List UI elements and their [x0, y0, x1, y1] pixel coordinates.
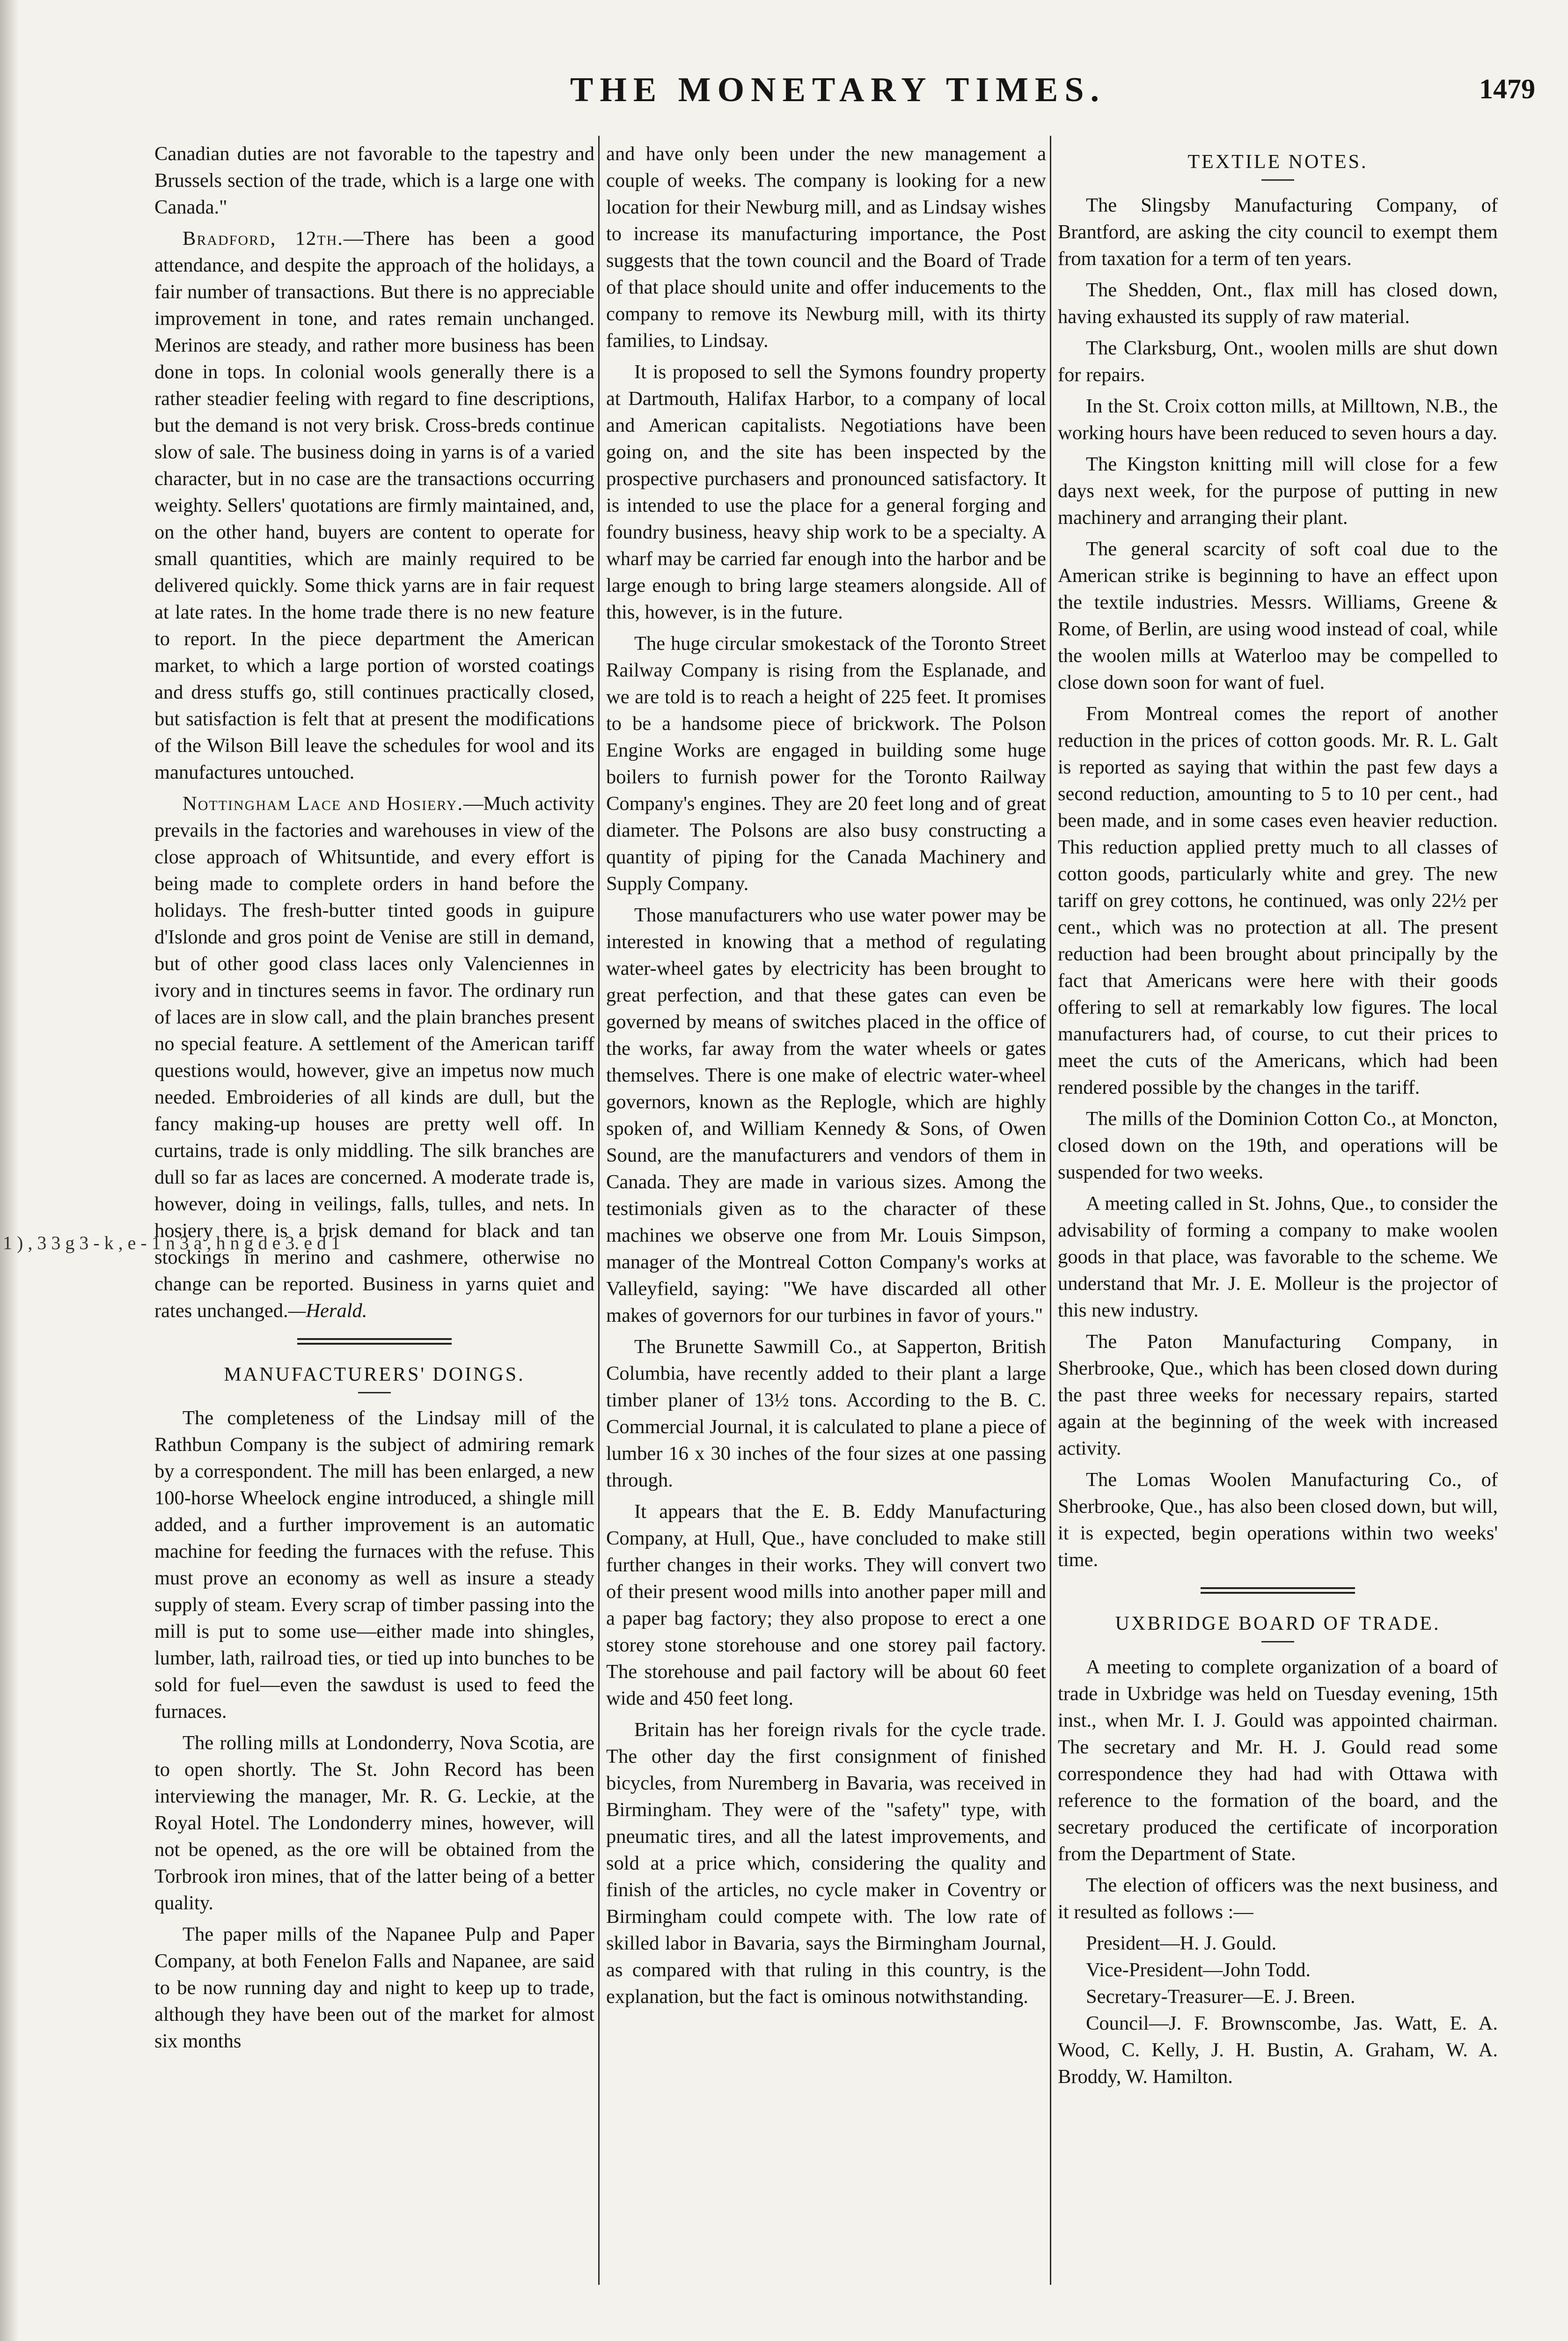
- paragraph-text: Canadian duties are not favorable to the tapestry and Brussels section of the trade, which is a large one with Canada.": [154, 143, 594, 218]
- article-paragraph: [606, 902, 1046, 1329]
- paragraph-text: The paper mills of the Napanee Pulp and Paper Company, at both Fenelon Falls and Napanee, are said to be now running day and night to keep up to trade, although they have been out of the market for almost six months: [154, 1923, 594, 2052]
- article-paragraph: [1058, 451, 1498, 531]
- article-paragraph: [154, 225, 594, 786]
- article-paragraph: [606, 1716, 1046, 2010]
- article-paragraph: [154, 790, 594, 1324]
- section-divider: [1201, 1587, 1355, 1594]
- article-paragraph: [606, 1333, 1046, 1494]
- column-rule-1: [598, 136, 600, 2285]
- section-heading: TEXTILE NOTES.: [1187, 151, 1368, 173]
- paragraph-text: —Much activity prevails in the factories and warehouses in view of the close approach of Whitsuntide, and every effort is being made to complete orders in hand before the holidays. The fresh-butter tinted goods in guipure d'Islonde and gros point de Venise are still in demand, but of other good class laces only Valenciennes in ivory and in tinctures seems in favor. The ordinary run of laces are in slow call, and the plain branches present no special feature. A settlement of the American tariff questions would, however, give an impetus now much needed. Embroideries of all kinds are dull, but the fancy making-up houses are pretty well off. In curtains, trade is only middling. The silk branches are dull so far as laces are concerned. A moderate trade is, however, doing in veilings, falls, tulles, and nets. In hosiery there is a brisk demand for black and tan stockings in merino and cashmere, otherwise no change can be reported. Business in yarns quiet and rates unchanged.: [154, 793, 594, 1322]
- paragraph-text: The rolling mills at Londonderry, Nova Scotia, are to open shortly. The St. John Record has been interviewing the manager, Mr. R. G. Leckie, at the Royal Hotel. The Londonderry mines, however, will not be opened, as the ore will be obtained from the Torbrook iron mines, that of the latter being of a better quality.: [154, 1732, 594, 1914]
- paragraph-text: The Paton Manufacturing Company, in Sherbrooke, Que., which has been closed down during the past three weeks for necessary repairs, started again at the beginning of the week with increased activity.: [1058, 1331, 1498, 1459]
- paragraph-text: A meeting called in St. Johns, Que., to consider the advisability of forming a company to make woolen goods in that place, was favorable to the scheme. We understand that Mr. J. E. Molleur is the projector of this new industry.: [1058, 1193, 1498, 1321]
- article-paragraph: [1058, 1466, 1498, 1573]
- paragraph-text: Those manufacturers who use water power may be interested in knowing that a method of regulating water-wheel gates by electricity has been brought to great perfection, and that these gates can even be governed by means of switches placed in the office of the works, far away from the water wheels or gates themselves. There is one make of electric water-wheel governors, known as the Replogle, which are highly spoken of, and William Kennedy & Sons, of Owen Sound, are the manufacturers and vendors of them in Canada. They are made in various sizes. Among the testimonials given as to the character of these machines we observe one from Mr. Louis Simpson, manager of the Montreal Cotton Company's works at Valleyfield, saying: "We have discarded all other makes of governors for our turbines in favor of yours.": [606, 904, 1046, 1326]
- page-binding-edge: [0, 0, 19, 2341]
- page-header: [140, 70, 1535, 126]
- paragraph-text: Britain has her foreign rivals for the cycle trade. The other day the first consignment of finished bicycles, from Nuremberg in Bavaria, was received in Birmingham. They were of the "safety" type, with pneumatic tires, and all the latest improvements, and sold at a price which, considering the quality and finish of the articles, no cycle maker in Coventry or Birmingham could compete with. The low rate of skilled labor in Bavaria, says the Birmingham Journal, as compared with that ruling in this country, is the explanation, but the fact is ominous notwithstanding.: [606, 1719, 1046, 2008]
- column-3: [1058, 140, 1498, 2095]
- paragraph-text: The general scarcity of soft coal due to the American strike is beginning to have an effect upon the textile industries. Messrs. Williams, Greene & Rome, of Berlin, are using wood instead of coal, while the woolen mills at Waterloo may be compelled to close down soon for want of fuel.: [1058, 538, 1498, 693]
- article-paragraph: [1058, 1654, 1498, 1867]
- masthead-title: THE MONETARY TIMES.: [570, 71, 1106, 109]
- article-paragraph: [154, 140, 594, 221]
- paragraph-text: The completeness of the Lindsay mill of the Rathbun Company is the subject of admiring remark by a correspondent. The mill has been enlarged, a new 100-horse Wheelock engine introduced, a shingle mill added, and a further improvement is an automatic machine for feeding the furnaces with the refuse. This must prove an economy as well as insure a steady supply of steam. Every scrap of timber passing into the mill is put to some use—either made into shingles, lumber, lath, railroad ties, or tied up into bunches to be sold for fuel—even the sawdust is used to feed the furnaces.: [154, 1407, 594, 1723]
- paragraph-text: Council—J. F. Brownscombe, Jas. Watt, E. A. Wood, C. Kelly, J. H. Bustin, A. Graham, W. A. Broddy, W. Hamilton.: [1058, 2012, 1498, 2088]
- paragraph-text: Vice-President—John Todd.: [1086, 1959, 1311, 1981]
- paragraph-text: and have only been under the new management a couple of weeks. The company is looking for a new location for their Newburg mill, and as Lindsay wishes to increase its manufacturing importance, the Post suggests that the town council and the Board of Trade of that place should unite and offer inducements to the company to remove its Newburg mill, with its thirty families, to Lindsay.: [606, 143, 1046, 352]
- paragraph-text: The Brunette Sawmill Co., at Sapperton, British Columbia, have recently added to their plant a large timber planer of 13½ tons. According to the B. C. Commercial Journal, it is calculated to plane a piece of lumber 16 x 30 inches of the four sizes at one passing through.: [606, 1336, 1046, 1491]
- paragraph-text: The Clarksburg, Ont., woolen mills are shut down for repairs.: [1058, 337, 1498, 386]
- adjacent-page-margin-text: 1 ) , 3 3 g 3 - k , e - 1 n 3 a , h n g d e 3. e d 1: [3, 1232, 340, 1253]
- column-2: [606, 140, 1046, 2015]
- article-paragraph: [154, 1730, 594, 1916]
- column-1: [154, 140, 594, 2059]
- article-paragraph: [1058, 1872, 1498, 1925]
- paragraph-text: From Montreal comes the report of another reduction in the prices of cotton goods. Mr. R. L. Galt is reported as saying that within the past few days a second reduction, amounting to 5 to 10 per cent., had been made, and in some cases even heavier reduction. This reduction applied pretty much to all classes of cotton goods, particularly white and grey. The new tariff on grey cottons, he continued, was only 22½ per cent., which was no protection at all. The present reduction had been brought about principally by the fact that Americans were here with their goods offering to sell at remarkably low figures. The local manufacturers had, of course, to cut their prices to meet the cuts of the Americans, which had been rendered possible by the changes in the tariff.: [1058, 703, 1498, 1098]
- article-paragraph: [1058, 1105, 1498, 1185]
- paragraph-text: The Shedden, Ont., flax mill has closed down, having exhausted its supply of raw material.: [1058, 279, 1498, 328]
- paragraph-text: The election of officers was the next business, and it resulted as follows :—: [1058, 1874, 1498, 1923]
- paragraph-lead-in: Nottingham Lace and Hosiery.: [183, 793, 463, 815]
- article-paragraph: [606, 1498, 1046, 1712]
- heading-underline: [1261, 1641, 1294, 1642]
- section-divider: [297, 1338, 452, 1345]
- paragraph-text: A meeting to complete organization of a board of trade in Uxbridge was held on Tuesday evening, 15th inst., when Mr. I. J. Gould was appointed chairman. The secretary and Mr. H. J. Gould read some correspondence they had had with Ottawa with reference to the formation of the board, and the secretary produced the certificate of incorporation from the Department of State.: [1058, 1656, 1498, 1865]
- officer-entry: [1058, 1983, 1498, 2010]
- section-heading: MANUFACTURERS' DOINGS.: [224, 1364, 525, 1385]
- paragraph-text: The huge circular smokestack of the Toronto Street Railway Company is rising from the Esplanade, and we are told is to reach a height of 225 feet. It promises to be a handsome piece of brickwork. The Polson Engine Works are engaged in building some huge boilers to furnish power for the Toronto Railway Company's engines. They are 20 feet long and of great diameter. The Polsons are also busy constructing a quantity of piping for the Canada Machinery and Supply Company.: [606, 633, 1046, 895]
- article-paragraph: [606, 140, 1046, 354]
- article-paragraph: [606, 359, 1046, 626]
- paragraph-text: The Kingston knitting mill will close for a few days next week, for the purpose of putting in new machinery and arranging their plant.: [1058, 453, 1498, 529]
- paragraph-text: It is proposed to sell the Symons foundry property at Dartmouth, Halifax Harbor, to a company of local and American capitalists. Negotiations have been going on, and the site has been inspected by the prospective purchasers and pronounced satisfactory. It is intended to use the place for a general forging and foundry business, heavy ship work to be a specialty. A wharf may be carried far enough into the harbor and be large enough to bring large steamers alongside. All of this, however, is in the future.: [606, 361, 1046, 623]
- officer-entry: [1058, 1957, 1498, 1983]
- officer-entry: [1058, 2010, 1498, 2090]
- paragraph-lead-in: Bradford, 12th.: [183, 228, 344, 250]
- article-paragraph: [1058, 335, 1498, 388]
- article-paragraph: [1058, 1190, 1498, 1324]
- article-paragraph: [1058, 277, 1498, 330]
- paragraph-text: —There has been a good attendance, and despite the approach of the holidays, a fair number of transactions. But there is no appreciable improvement in tone, and rates remain unchanged. Merinos are steady, and rather more business has been done in tops. In colonial wools generally there is a rather steadier feeling with regard to fine descriptions, but the demand is not very brisk. Cross-breds continue slow of sale. The business doing in yarns is of a varied character, but in no case are the transactions occurring weighty. Sellers' quotations are firmly maintained, and, on the other hand, buyers are content to operate for small quantities, which are mainly required to be delivered quickly. Some thick yarns are in fair request at late rates. In the home trade there is no new feature to report. In the piece department the American market, to which a large portion of worsted coatings and dress stuffs go, still continues practically closed, but satisfaction is felt that at present the modifications of the Wilson Bill leave the schedules for wool and its manufactures untouched.: [154, 228, 594, 783]
- officer-entry: [1058, 1930, 1498, 1957]
- paragraph-text: President—H. J. Gould.: [1086, 1932, 1277, 1954]
- heading-underline: [1261, 179, 1294, 181]
- paragraph-text: In the St. Croix cotton mills, at Milltown, N.B., the working hours have been reduced to seven hours a day.: [1058, 395, 1498, 444]
- page-number: 1479: [1479, 74, 1535, 104]
- article-paragraph: [154, 1921, 594, 2054]
- article-paragraph: [1058, 1328, 1498, 1462]
- article-paragraph: [1058, 536, 1498, 696]
- paragraph-text: The mills of the Dominion Cotton Co., at Moncton, closed down on the 19th, and operations will be suspended for two weeks.: [1058, 1108, 1498, 1183]
- article-paragraph: [606, 630, 1046, 897]
- paragraph-text: The Slingsby Manufacturing Company, of Brantford, are asking the city council to exempt them from taxation for a term of ten years.: [1058, 194, 1498, 270]
- section-heading: UXBRIDGE BOARD OF TRADE.: [1115, 1613, 1441, 1634]
- article-paragraph: [1058, 192, 1498, 272]
- heading-underline: [358, 1392, 391, 1393]
- paragraph-text: It appears that the E. B. Eddy Manufacturing Company, at Hull, Que., have concluded to make still further changes in their works. They will convert two of their present wood mills into another paper mill and a paper bag factory; they also propose to erect a one storey stone storehouse and one storey pail factory. The storehouse and pail factory will be about 60 feet wide and 450 feet long.: [606, 1501, 1046, 1709]
- column-rule-2: [1050, 136, 1051, 2285]
- paragraph-text: The Lomas Woolen Manufacturing Co., of Sherbrooke, Que., has also been closed down, but will, it is expected, begin operations within two weeks' time.: [1058, 1469, 1498, 1571]
- source-credit: —Herald.: [288, 1300, 367, 1322]
- article-paragraph: [154, 1405, 594, 1725]
- paragraph-text: Secretary-Treasurer—E. J. Breen.: [1086, 1986, 1356, 2008]
- article-paragraph: [1058, 700, 1498, 1101]
- article-paragraph: [1058, 393, 1498, 446]
